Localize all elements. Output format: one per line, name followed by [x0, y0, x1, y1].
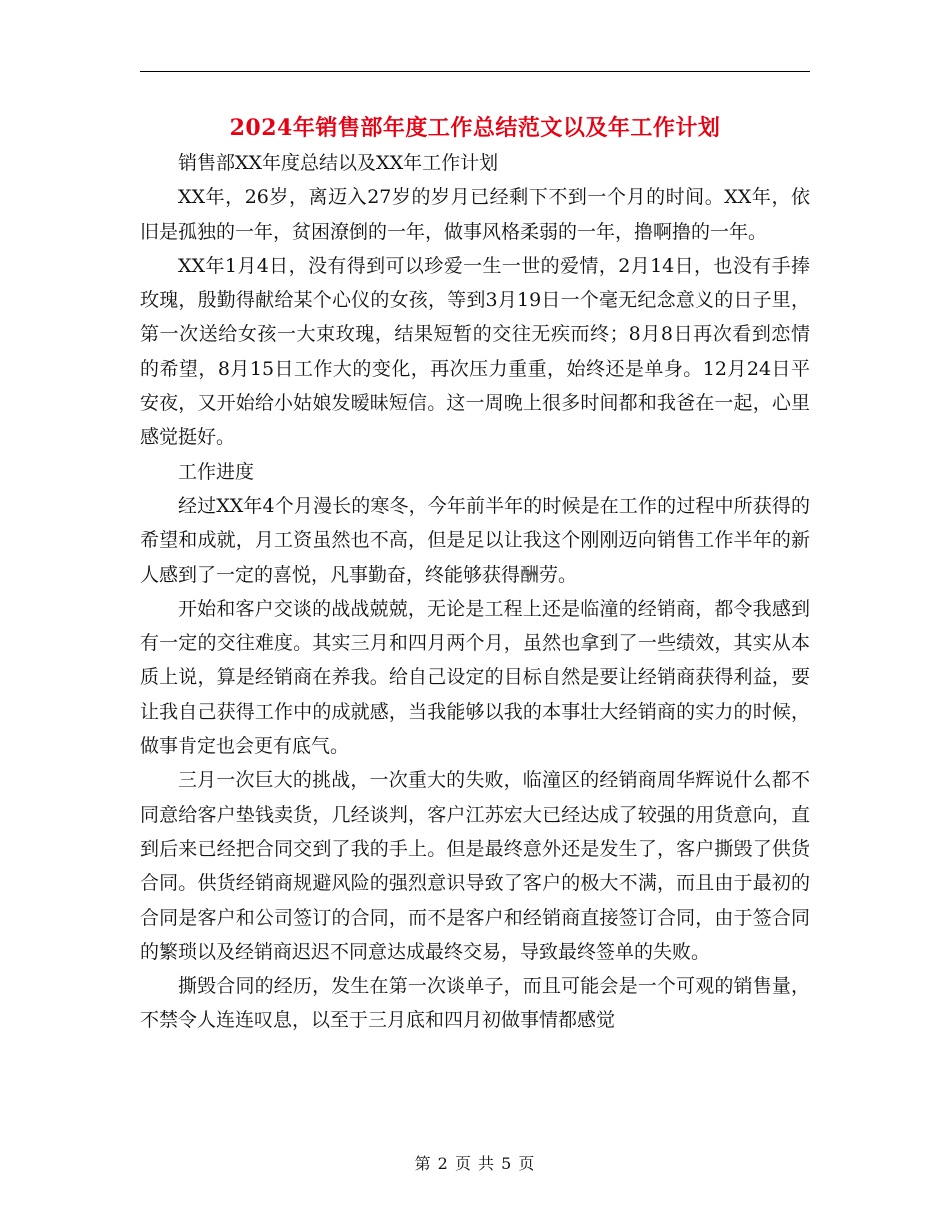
- paragraph-dates: XX年1月4日，没有得到可以珍爱一生一世的爱情，2月14日，也没有手捧玫瑰，殷勤得献给某个心仪的女孩，等到3月19日一个毫无纪念意义的日子里，第一次送给女孩一大束玫瑰，结果短暂的交往无疾而终；8月8日再次看到恋情的希望，8月15日工作大的变化，再次压力重重，始终还是单身。12月24日平安夜，又开始给小姑娘发暧昧短信。这一周晚上很多时间都和我爸在一起，心里感觉挺好。: [140, 254, 810, 449]
- document-title: 2024年销售部年度工作总结范文以及年工作计划: [229, 115, 721, 141]
- page-number: 第 2 页 共 5 页: [414, 1154, 536, 1173]
- paragraph-march-challenge: 三月一次巨大的挑战，一次重大的失败，临潼区的经销商周华辉说什么都不同意给客户垫钱卖货，几经谈判，客户江苏宏大已经达成了较强的用货意向，直到后来已经把合同交到了我的手上。但是最终意外还是发生了，客户撕毁了供货合同。供货经销商规避风险的强烈意识导致了客户的极大不满，而且由于最初的合同是客户和公司签订的合同，而不是客户和经销商直接签订合同，由于签合同的繁琐以及经销商迟迟不同意达成最终交易，导致最终签单的失败。: [140, 769, 810, 963]
- paragraph-contract: 撕毁合同的经历，发生在第一次谈单子，而且可能会是一个可观的销售量，不禁令人连连叹息，以至于三月底和四月初做事情都感觉: [140, 975, 810, 1032]
- paragraph-subtitle: 销售部XX年度总结以及XX年工作计划: [178, 152, 499, 174]
- document-body: [140, 146, 810, 1038]
- paragraph-winter: 经过XX年4个月漫长的寒冬，今年前半年的时候是在工作的过程中所获得的希望和成就，月工资虽然也不高，但是足以让我这个刚刚迈向销售工作半年的新人感到了一定的喜悦，凡事勤奋，终能够获得酬劳。: [140, 494, 810, 586]
- paragraph-clients: 开始和客户交谈的战战兢兢，无论是工程上还是临潼的经销商，都令我感到有一定的交往难度。其实三月和四月两个月，虽然也拿到了一些绩效，其实从本质上说，算是经销商在养我。给自己设定的目标自然是要让经销商获得利益，要让我自己获得工作中的成就感，当我能够以我的本事壮大经销商的实力的时候，做事肯定也会更有底气。: [140, 597, 810, 758]
- header-rule: [140, 71, 810, 72]
- paragraph-work-progress-heading: 工作进度: [178, 460, 255, 483]
- paragraph-age: XX年，26岁，离迈入27岁的岁月已经剩下不到一个月的时间。XX年，依旧是孤独的一年，贫困潦倒的一年，做事风格柔弱的一年，撸啊撸的一年。: [140, 186, 810, 243]
